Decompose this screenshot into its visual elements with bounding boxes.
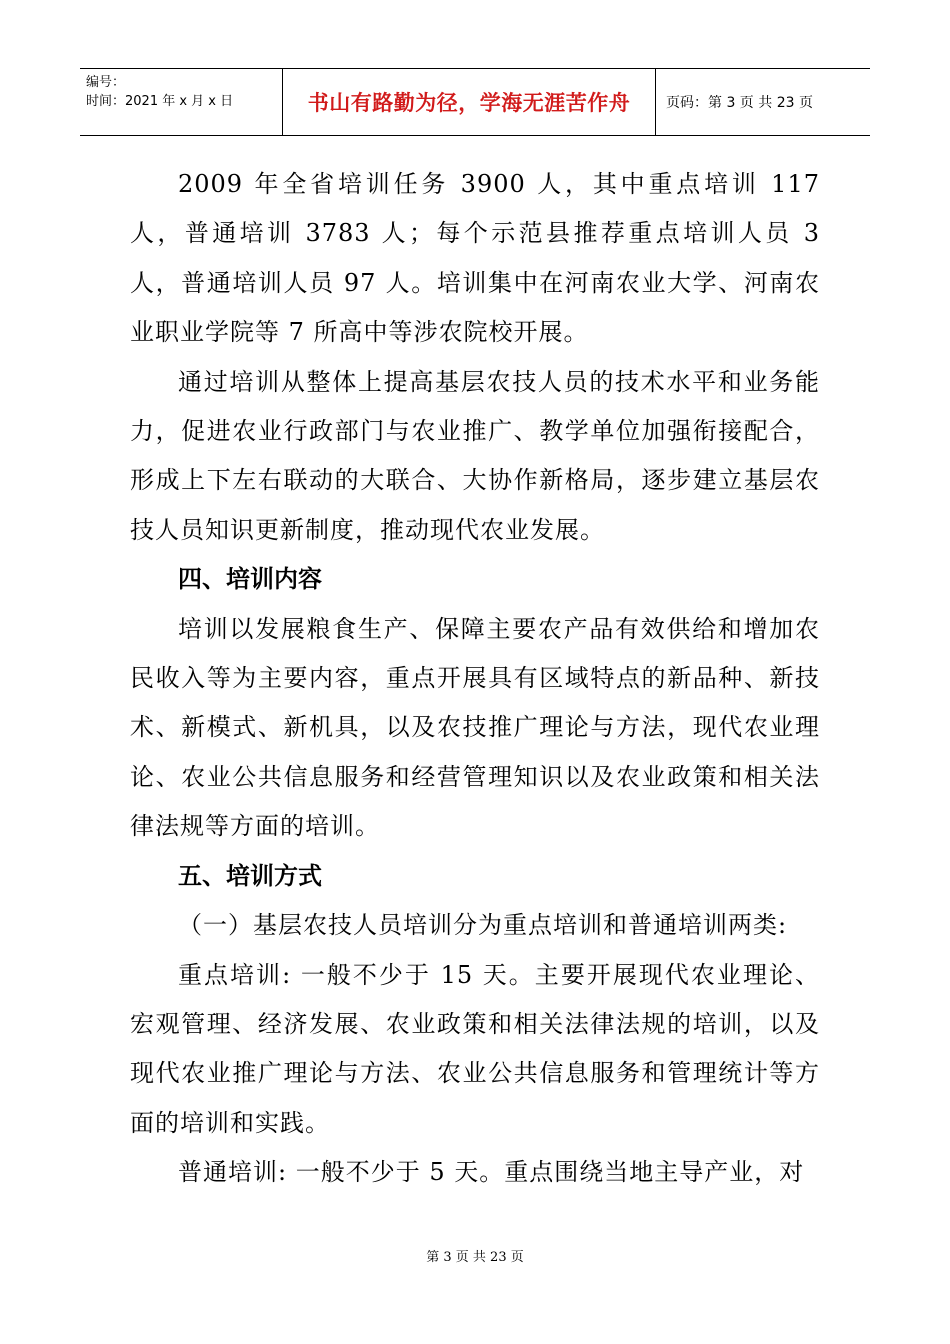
- header-motto: 书山有路勤为径，学海无涯苦作舟: [283, 69, 656, 135]
- document-number-label: 编号：: [86, 75, 126, 90]
- page-footer: 第 3 页 共 23 页: [426, 1250, 524, 1265]
- document-body: [130, 160, 820, 1198]
- header-page-info: 页码：第 3 页 共 23 页: [666, 95, 813, 111]
- page-header: [80, 68, 870, 136]
- document-time-label: 时间：2021 年 x 月 x 日: [86, 94, 234, 109]
- paragraph-training-tasks: 2009 年全省培训任务 3900 人，其中重点培训 117 人，普通培训 3783 人；每个示范县推荐重点培训人员 3 人，普通培训人员 97 人。培训集中在河南农业大学、河南农业职业学院等 7 所高中等涉农院校开展。: [130, 170, 820, 347]
- paragraph-training-content: 培训以发展粮食生产、保障主要农产品有效供给和增加农民收入等为主要内容，重点开展具有区域特点的新品种、新技术、新模式、新机具，以及农技推广理论与方法，现代农业理论、农业公共信息服务和经营管理知识以及农业政策和相关法律法规等方面的培训。: [130, 614, 820, 841]
- header-meta: [80, 69, 283, 135]
- paragraph-key-training: 重点培训: 一般不少于 15 天。主要开展现代农业理论、宏观管理、经济发展、农业政策和相关法律法规的培训，以及现代农业推广理论与方法、农业公共信息服务和管理统计等方面的培训和实践。: [130, 960, 820, 1137]
- paragraph-training-goals: 通过培训从整体上提高基层农技人员的技术水平和业务能力，促进农业行政部门与农业推广、教学单位加强衔接配合，形成上下左右联动的大联合、大协作新格局，逐步建立基层农技人员知识更新制度，推动现代农业发展。: [130, 367, 820, 544]
- section-heading-training-content: 四、培训内容: [178, 565, 322, 594]
- section-heading-training-methods: 五、培训方式: [178, 861, 322, 890]
- subsection-training-types: （一）基层农技人员培训分为重点培训和普通培训两类:: [178, 911, 788, 940]
- paragraph-general-training: 普通培训: 一般不少于 5 天。重点围绕当地主导产业，对: [178, 1158, 805, 1187]
